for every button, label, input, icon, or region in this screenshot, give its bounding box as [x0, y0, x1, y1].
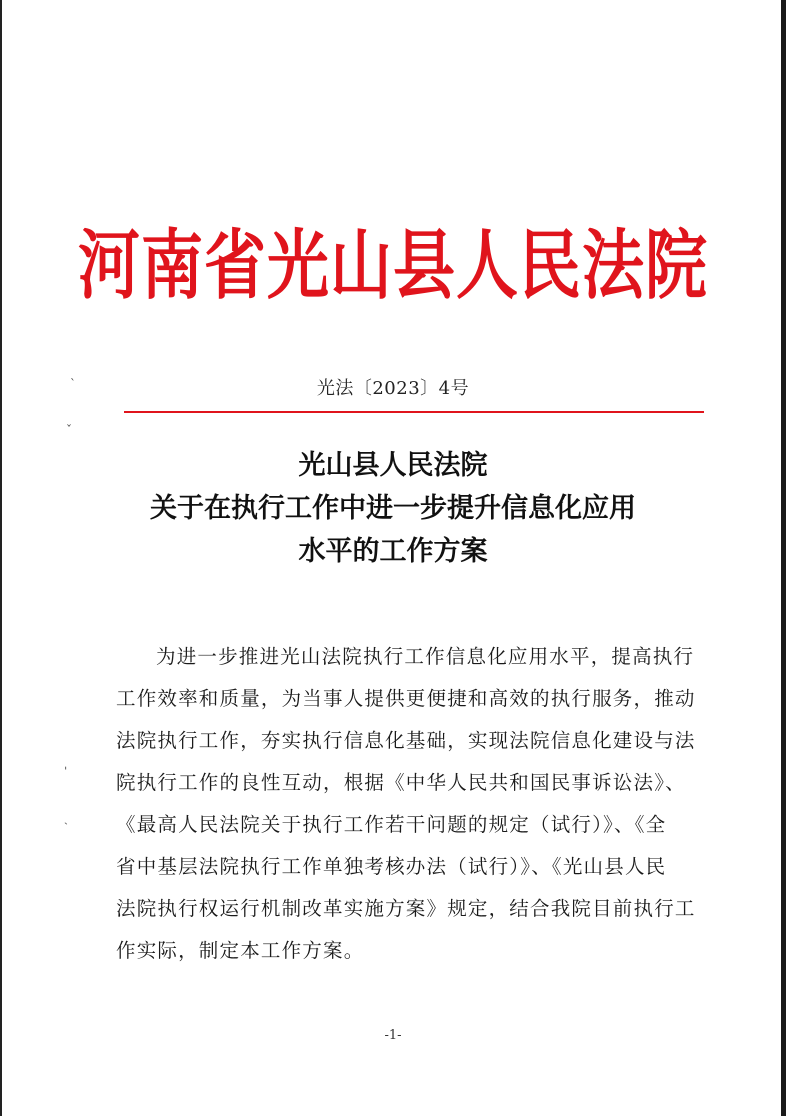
body-line: 法院执行工作，夯实执行信息化基础，实现法院信息化建设与法	[116, 729, 696, 752]
body-line: 院执行工作的良性互动，根据《中华人民共和国民事诉讼法》、	[116, 771, 686, 794]
court-header-title: 河南省光山县人民法院	[77, 220, 708, 310]
scan-speck: ˎ	[64, 811, 68, 825]
body-paragraph	[116, 636, 702, 972]
scan-speck: ˈ	[64, 765, 68, 779]
body-line: 《最高人民法院关于执行工作若干问题的规定（试行）》、《全	[116, 813, 667, 836]
body-line: 省中基层法院执行工作单独考核办法（试行）》、《光山县人民	[116, 855, 667, 878]
title-line: 关于在执行工作中进一步提升信息化应用	[150, 493, 636, 524]
page-number: -1-	[384, 1028, 402, 1043]
body-line: 工作效率和质量，为当事人提供更便捷和高效的执行服务，推动	[116, 687, 696, 710]
body-line: 为进一步推进光山法院执行工作信息化应用水平，提高执行	[156, 645, 695, 668]
title-line: 水平的工作方案	[298, 536, 488, 567]
scan-speck: ˇ	[66, 423, 72, 437]
document-title	[0, 444, 786, 573]
scan-speck: ˋ	[70, 377, 76, 391]
body-line: 法院执行权运行机制改革实施方案》规定，结合我院目前执行工	[116, 897, 696, 920]
red-divider-rule	[124, 411, 704, 413]
body-line: 作实际，制定本工作方案。	[116, 939, 365, 962]
title-line: 光山县人民法院	[298, 450, 488, 481]
document-number: 光法〔2023〕4号	[316, 378, 470, 399]
